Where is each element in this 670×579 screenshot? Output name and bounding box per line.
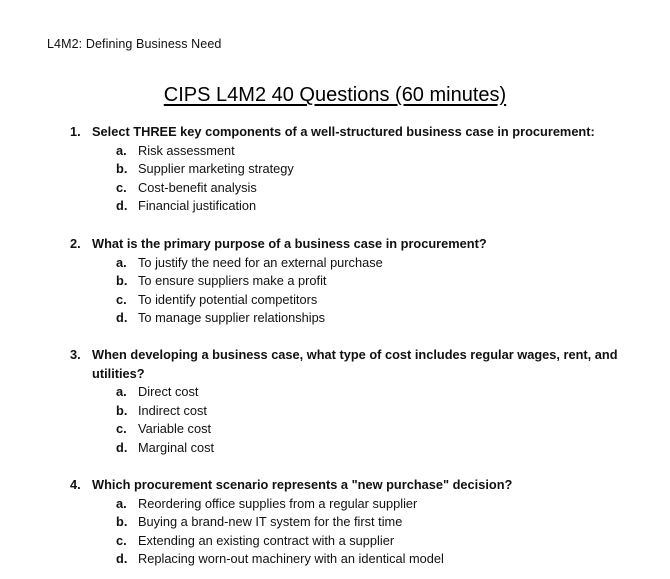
- option-c: [70, 420, 630, 439]
- option-b: [70, 513, 630, 532]
- option-text: Extending an existing contract with a supplier: [138, 532, 395, 548]
- option-a: [70, 254, 630, 273]
- option-letter: a.: [116, 254, 127, 270]
- option-text: Supplier marketing strategy: [138, 161, 294, 177]
- question-number: 1.: [70, 124, 81, 139]
- option-letter: c.: [116, 421, 127, 437]
- option-d: [70, 197, 630, 216]
- option-b: [70, 402, 630, 421]
- question-4: [70, 476, 630, 569]
- question-1: [70, 123, 630, 216]
- option-text: Buying a brand-new IT system for the first time: [138, 514, 403, 530]
- option-c: [70, 179, 630, 198]
- option-letter: b.: [116, 273, 128, 289]
- option-letter: a.: [116, 495, 127, 511]
- question-2: [70, 235, 630, 328]
- option-d: [70, 309, 630, 328]
- question-3: [70, 346, 630, 457]
- option-c: [70, 532, 630, 551]
- option-text: Financial justification: [138, 198, 257, 214]
- option-letter: d.: [116, 310, 128, 326]
- option-letter: b.: [116, 161, 128, 177]
- question-text: Select THREE key components of a well-structured business case in procurement:: [92, 124, 595, 139]
- option-letter: d.: [116, 198, 128, 214]
- option-letter: b.: [116, 514, 128, 530]
- option-text: Replacing worn-out machinery with an identical model: [138, 551, 444, 567]
- question-text: What is the primary purpose of a business case in procurement?: [92, 236, 487, 251]
- option-text: Direct cost: [138, 384, 199, 399]
- option-letter: c.: [116, 532, 127, 548]
- option-letter: a.: [116, 142, 127, 158]
- option-letter: b.: [116, 402, 128, 418]
- option-letter: a.: [116, 384, 127, 399]
- option-d: [70, 550, 630, 569]
- option-text: To manage supplier relationships: [138, 310, 326, 326]
- option-letter: d.: [116, 439, 128, 455]
- option-text: To justify the need for an external purchase: [138, 254, 383, 270]
- question-number: 4.: [70, 477, 81, 492]
- option-text: To ensure suppliers make a profit: [138, 273, 327, 289]
- option-a: [70, 495, 630, 514]
- option-letter: c.: [116, 291, 127, 307]
- option-b: [70, 272, 630, 291]
- page-title: CIPS L4M2 40 Questions (60 minutes): [163, 84, 507, 106]
- option-text: Variable cost: [138, 421, 212, 437]
- option-text: Cost-benefit analysis: [138, 179, 257, 195]
- question-text: Which procurement scenario represents a "new purchase" decision?: [92, 477, 513, 492]
- question-text: When developing a business case, what type of cost includes regular wages, rent, and utilities?: [92, 347, 618, 381]
- option-text: Reordering office supplies from a regular supplier: [138, 495, 418, 511]
- option-a: [70, 142, 630, 161]
- option-d: [70, 439, 630, 458]
- option-text: To identify potential competitors: [138, 291, 318, 307]
- option-text: Marginal cost: [138, 439, 215, 455]
- option-text: Risk assessment: [138, 142, 235, 158]
- option-b: [70, 160, 630, 179]
- option-letter: c.: [116, 179, 127, 195]
- document-header: L4M2: Defining Business Need: [47, 37, 222, 51]
- question-number: 2.: [70, 236, 81, 251]
- question-number: 3.: [70, 347, 81, 362]
- option-text: Indirect cost: [138, 402, 207, 418]
- option-letter: d.: [116, 551, 128, 567]
- option-a: [70, 383, 630, 402]
- option-c: [70, 291, 630, 310]
